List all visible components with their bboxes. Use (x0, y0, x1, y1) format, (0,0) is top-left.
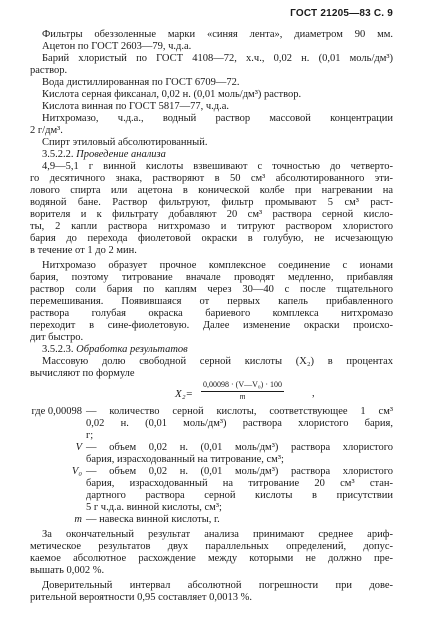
definition-term: m (74, 514, 82, 525)
definition-row (30, 406, 393, 418)
text-line: Ацетон по ГОСТ 2603—79, ч.д.а. (42, 41, 192, 52)
formula-trail: , (312, 388, 315, 399)
section-number: 3.5.2.3. (42, 344, 74, 355)
text-line: в течение от 1 до 2 мин. (30, 245, 137, 256)
text-line: раствора голубая окраска бариевого комплекса нитхромазо (30, 308, 393, 319)
definition-text: бария, израсходованный на титрование 20 см³ стан- (86, 478, 393, 489)
section-heading (30, 344, 393, 356)
text-line: бария до перехода фиолетовой окраски в голубую, не исчезающую (30, 233, 393, 244)
text-line: каемое абсолютное расхождение между которыми не должно пре- (30, 553, 393, 564)
formula-fraction (201, 380, 284, 402)
text-line: вышать 0,002 %. (30, 565, 105, 576)
page-body (30, 29, 393, 604)
text-line: го десятичного знака, растворяют в 50 см³ абсолютированного эти- (30, 173, 393, 184)
formula (30, 380, 393, 406)
section-number: 3.5.2.2. (42, 149, 74, 160)
text-line: За окончательный результат анализа принимают среднее ариф- (42, 529, 393, 540)
definition-text: бария, израсходованный на титрование, см³; (86, 454, 284, 465)
text-line: рительной вероятности 0,95 составляет 0,0013 %. (30, 592, 253, 603)
definition-text: 0,02 н. (0,01 моль/дм³) раствора хлористого бария, (86, 418, 393, 429)
text-line: переходит в сине-фиолетовую. Далее изменение окраски происхо- (30, 320, 393, 331)
definition-term: V₀ (71, 466, 82, 477)
formula-lhs: X₂= (175, 388, 193, 400)
text-line: водяной бане. Раствор фильтруют, фильтр промывают 5 см³ раст- (30, 197, 393, 208)
text-line: Барий хлористый по ГОСТ 4108—72, х.ч., 0,02 н. (0,01 моль/дм³) (42, 53, 393, 64)
formula-denominator: m (239, 392, 246, 401)
text-line: Кислота винная по ГОСТ 5817—77, ч.д.а. (42, 101, 230, 112)
text-line: ворителя и к фильтрату добавляют 20 см³ раствора серной кисло- (30, 209, 393, 220)
running-head: ГОСТ 21205—83 С. 9 (290, 8, 393, 19)
text-line: Массовую долю свободной серной кислоты (X₂) в процентах (42, 356, 393, 367)
text-line: Нитхромазо, ч.д.а., водный раствор массовой концентрации (42, 113, 393, 124)
text-line: Доверительный интервал абсолютной погрешности при дове- (42, 580, 393, 591)
text-line: раствор. (30, 65, 68, 76)
text-line: бария, поэтому титрование вначале проводят медленно, прибавляя (30, 272, 393, 283)
definition-text: 5 г ч.д.а. винной кислоты, см³; (86, 502, 222, 513)
text-line: 4,9—5,1 г винной кислоты взвешивают с точностью до четверто- (42, 161, 393, 172)
definition-text: г; (86, 430, 94, 441)
definition-row (30, 442, 393, 454)
text-line: Кислота серная фиксанал, 0,02 н. (0,01 моль/дм³) раствор. (42, 89, 302, 100)
definition-row (30, 466, 393, 478)
definition-term: V (75, 442, 82, 453)
text-line: Спирт этиловый абсолютированный. (42, 137, 208, 148)
text-line: перемешивания. Появившаяся от первых капель прибавленного (30, 296, 393, 307)
text-line: метическое результатов двух параллельных определений, допус- (30, 541, 393, 552)
definition-row (30, 514, 393, 526)
text-line: Фильтры обеззоленные марки «синяя лента», диаметром 90 мм. (42, 29, 393, 40)
text-line: дит быстро. (30, 332, 84, 343)
text-line: Вода дистиллированная по ГОСТ 6709—72. (42, 77, 240, 88)
definition-text: — навеска винной кислоты, г. (86, 514, 220, 525)
section-heading (30, 149, 393, 161)
text-line: ты, 2 капли раствора нитхромазо и титруют раствором хлористого (30, 221, 393, 232)
text-line: Нитхромазо образует прочное комплексное соединение с ионами (42, 260, 393, 271)
definition-text: — количество серной кислоты, соответствующее 1 см³ (86, 406, 393, 417)
text-line: раствор соли бария по каплям через 30—40 с после тщательного (30, 284, 393, 295)
definition-text: дартного раствора серной кислоты в присутствии (86, 490, 393, 501)
definition-term: где 0,00098 (31, 406, 82, 417)
definition-text: — объем 0,02 н. (0,01 моль/дм³) раствора хлористого (86, 442, 393, 453)
text-line: 2 г/дм³. (30, 125, 63, 136)
section-title: Проведение анализа (76, 149, 166, 160)
text-line: вычисляют по формуле (30, 368, 135, 379)
section-title: Обработка результатов (76, 344, 188, 355)
formula-numerator: 0,00098 · (V—V₀) · 100 (201, 380, 284, 392)
definition-text: — объем 0,02 н. (0,01 моль/дм³) раствора хлористого (86, 466, 393, 477)
text-line: лового спирта или ацетона в конической колбе при нагревании на (30, 185, 393, 196)
